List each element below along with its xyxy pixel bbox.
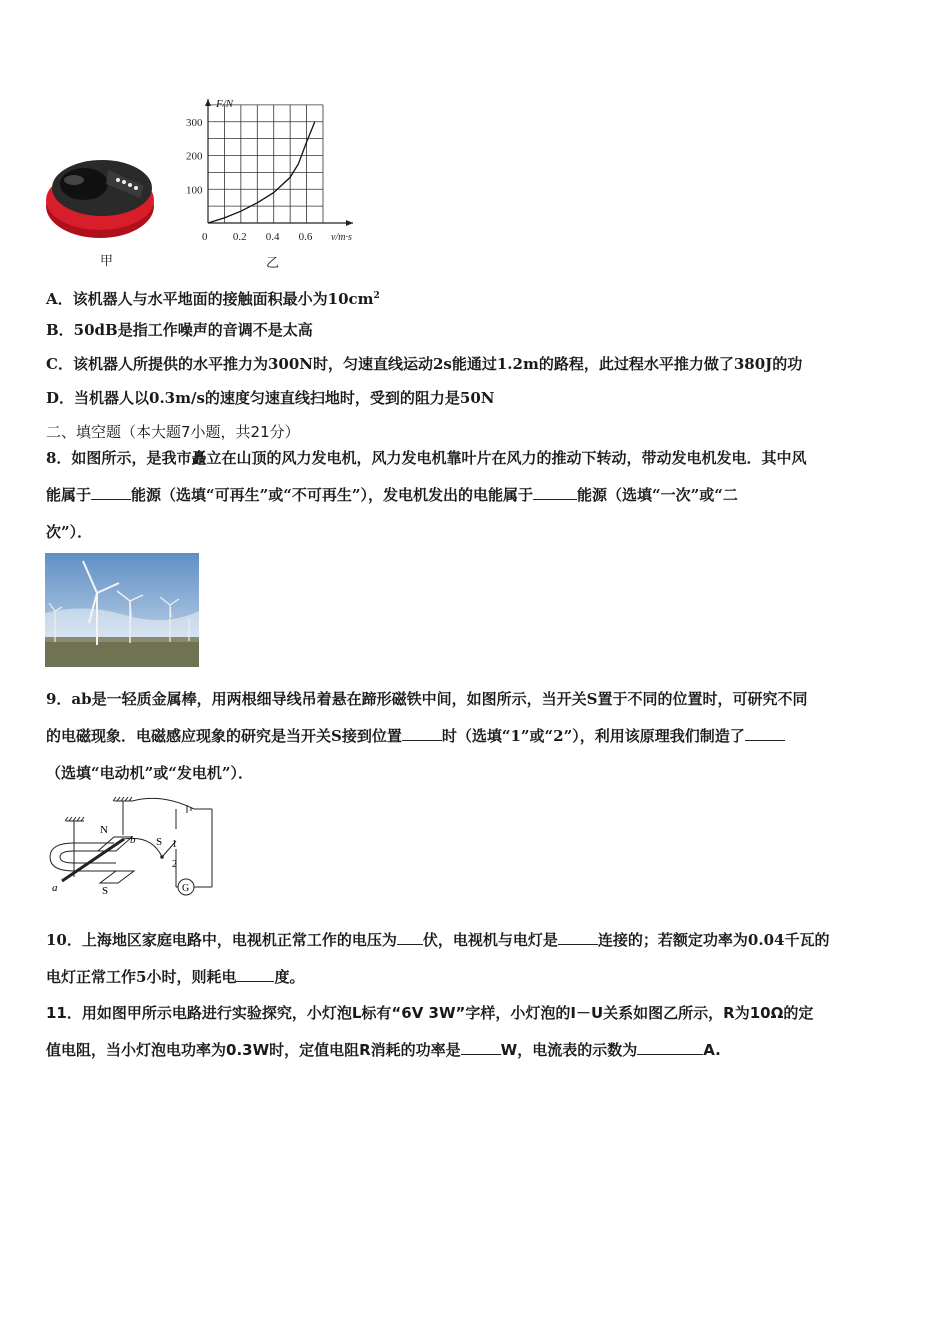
- q10-blank-2[interactable]: [558, 930, 598, 945]
- switch-label: S: [156, 836, 163, 848]
- q8-blank-1[interactable]: [91, 485, 131, 500]
- x-tick-label: 0.6: [298, 231, 313, 243]
- q8-line2: 能属于 能源（选填“可再生”或“不可再生”），发电机发出的电能属于 能源（选填“一次”或“二: [46, 486, 738, 504]
- rod-b-label: b: [130, 834, 136, 846]
- q9-line2: 的电磁现象．电磁感应现象的研究是当开关S接到位置 时（选填“1”或“2”），利用该原理我们制造了: [46, 726, 785, 746]
- position-2-label: 2: [172, 859, 177, 870]
- rod-a-label: a: [52, 882, 58, 894]
- q8-line3: 次”）．: [46, 523, 93, 541]
- option-b: B．50dB是指工作噪声的音调不是太高: [46, 321, 313, 339]
- y-tick-label: 300: [186, 116, 203, 129]
- x-tick-label: 0.2: [232, 231, 247, 243]
- robot-image: [44, 150, 156, 242]
- q10-blank-3[interactable]: [236, 967, 274, 982]
- y-tick-label: 100: [186, 184, 203, 197]
- electromagnet-diagram: [44, 795, 224, 900]
- q8-line1: 8．如图所示，是我市矗立在山顶的风力发电机，风力发电机靠叶片在风力的推动下转动，带动发电机发电．其中风: [46, 449, 807, 467]
- option-d: D．当机器人以0.3m/s的速度匀速直线扫地时，受到的阻力是50N: [46, 389, 495, 407]
- q9-line1: 9．ab是一轻质金属棒，用两根细导线吊着悬在蹄形磁铁中间，如图所示，当开关S置于不同的位置时，可研究不同: [46, 690, 808, 708]
- q10-line2: 电灯正常工作5小时，则耗电 度。: [46, 968, 305, 986]
- q9-blank-2[interactable]: [745, 726, 785, 741]
- q10-line1: 10．上海地区家庭电路中，电视机正常工作的电压为 伏，电视机与电灯是 连接的；若额定功率为0.04千瓦的: [46, 931, 830, 949]
- x-tick-label: 0: [202, 231, 208, 243]
- q10-blank-1[interactable]: [397, 930, 423, 945]
- q8-blank-2[interactable]: [533, 485, 577, 500]
- y-axis-arrow: [205, 99, 211, 106]
- wind-turbine-photo: [45, 553, 199, 667]
- q11-line1: 11．用如图甲所示电路进行实验探究，小灯泡L标有“6V 3W”字样，小灯泡的I－U关系如图乙所示，R为10Ω的定: [46, 1004, 814, 1022]
- q11-line2: 值电阻，当小灯泡电功率为0.3W时，定值电阻R消耗的功率是 W，电流表的示数为 A.: [46, 1041, 721, 1059]
- magnet-n-label: N: [100, 824, 108, 836]
- q9-blank-1[interactable]: [402, 726, 442, 741]
- figure-label-jia: 甲: [100, 254, 114, 269]
- section-heading: 二、填空题（本大题7小题，共21分）: [46, 423, 300, 441]
- x-tick-label: 0.4: [265, 231, 280, 243]
- y-axis-label: F/N: [216, 98, 234, 110]
- q11-blank-2[interactable]: [637, 1040, 703, 1055]
- magnet-s-label: S: [102, 885, 109, 897]
- x-axis-label: v/m·s: [331, 232, 352, 243]
- option-a: A．该机器人与水平地面的接触面积最小为$10cm^2$: [46, 290, 380, 308]
- position-1-label: 1: [172, 839, 177, 850]
- figure-label-yi: 乙: [266, 256, 280, 271]
- q9-line3: （选填“电动机”或“发电机”）．: [46, 764, 254, 782]
- galvanometer-label: G: [182, 883, 190, 894]
- y-tick-label: 200: [186, 150, 203, 163]
- force-velocity-chart: [180, 95, 370, 250]
- option-c: C．该机器人所提供的水平推力为300N时，匀速直线运动2s能通过1.2m的路程，此过程水平推力做了380J的功: [46, 355, 803, 373]
- q11-blank-1[interactable]: [461, 1040, 501, 1055]
- x-axis-arrow: [346, 220, 353, 226]
